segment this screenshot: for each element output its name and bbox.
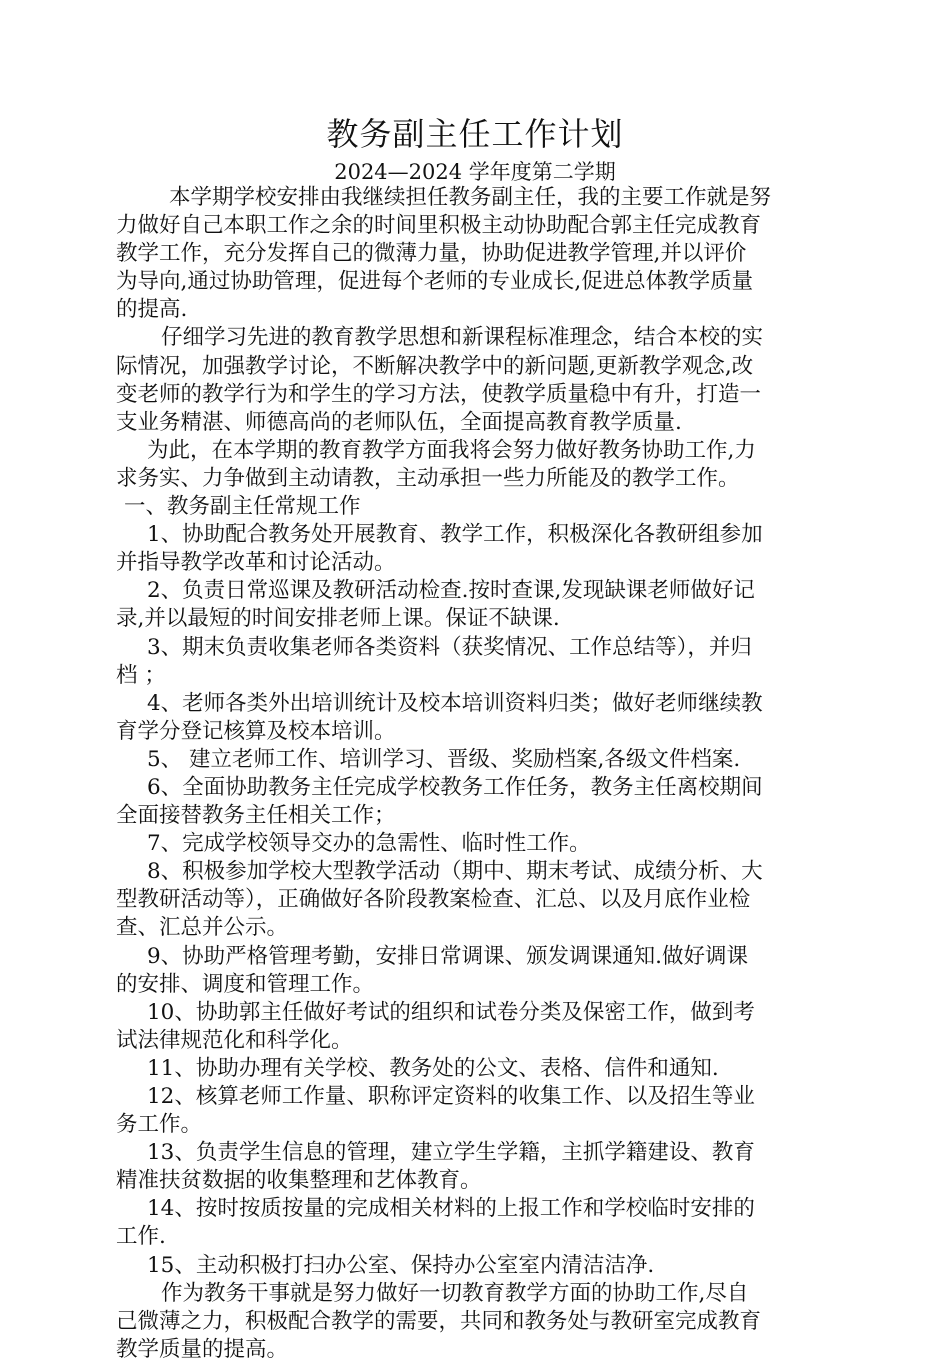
text-line: 档 ； (116, 662, 166, 688)
text-line: 己微薄之力，积极配合教学的需要，共同和教务处与教研室完成教育 (116, 1308, 762, 1334)
text-line: 为此，在本学期的教育教学方面我将会努力做好教务协助工作,力 (147, 437, 756, 463)
list-item: 11、协助办理有关学校、教务处的公文、表格、信件和通知. (147, 1055, 719, 1081)
document-body (116, 184, 836, 1364)
section-heading: 一、教务副主任常规工作 (124, 494, 361, 520)
text-line: 的安排、调度和管理工作。 (116, 971, 375, 997)
list-item: 8、积极参加学校大型教学活动（期中、期末考试、成绩分析、大 (147, 859, 763, 885)
document-subtitle: 2024—2024 学年度第二学期 (334, 160, 616, 184)
list-item: 9、协助严格管理考勤，安排日常调课、颁发调课通知.做好调课 (147, 943, 749, 969)
text-line: 型教研活动等），正确做好各阶段教案检查、汇总、以及月底作业检 (116, 887, 751, 913)
text-line: 的提高. (116, 297, 188, 323)
list-item: 1、协助配合教务处开展教育、教学工作，积极深化各教研组参加 (147, 522, 763, 548)
text-line: 录,并以最短的时间安排老师上课。保证不缺课. (116, 606, 560, 632)
text-line: 教学质量的提高。 (116, 1336, 289, 1362)
text-line: 求务实、力争做到主动请教，主动承担一些力所能及的教学工作。 (116, 465, 740, 491)
list-item: 3、期末负责收集老师各类资料（获奖情况、工作总结等），并归 (147, 634, 752, 660)
list-item: 14、按时按质按量的完成相关材料的上报工作和学校临时安排的 (147, 1196, 755, 1222)
list-item: 2、负责日常巡课及教研活动检查.按时查课,发现缺课老师做好记 (147, 578, 755, 604)
text-line: 支业务精湛、师德高尚的老师队伍，全面提高教育教学质量. (116, 409, 682, 435)
text-line: 变老师的教学行为和学生的学习方法，使教学质量稳中有升，打造一 (116, 381, 762, 407)
text-line: 为导向,通过协助管理，促进每个老师的专业成长,促进总体教学质量 (116, 269, 754, 295)
text-line: 全面接替教务主任相关工作； (116, 803, 396, 829)
text-line: 本学期学校安排由我继续担任教务副主任，我的主要工作就是努 (169, 185, 772, 210)
list-item: 4、老师各类外出培训统计及校本培训资料归类；做好老师继续教 (147, 690, 763, 716)
text-line: 作为教务干事就是努力做好一切教育教学方面的协助工作,尽自 (161, 1280, 749, 1306)
text-line: 查、汇总并公示。 (116, 915, 289, 941)
text-line: 育学分登记核算及校本培训。 (116, 718, 396, 744)
document-title: 教务副主任工作计划 (326, 115, 624, 153)
text-line: 精准扶贫数据的收集整理和艺体教育。 (116, 1168, 482, 1194)
list-item: 15、主动积极打扫办公室、保持办公室室内清洁洁净. (147, 1252, 655, 1278)
list-item: 13、负责学生信息的管理，建立学生学籍，主抓学籍建设、教育 (147, 1140, 755, 1166)
text-line: 并指导教学改革和讨论活动。 (116, 550, 396, 576)
text-line: 工作. (116, 1224, 166, 1250)
list-item: 6、全面协助教务主任完成学校教务工作任务，教务主任离校期间 (147, 774, 763, 800)
list-item: 7、完成学校领导交办的急需性、临时性工作。 (147, 831, 591, 857)
text-line: 务工作。 (116, 1112, 203, 1138)
text-line: 际情况，加强教学讨论，不断解决教学中的新问题,更新教学观念,改 (116, 353, 754, 379)
text-line: 仔细学习先进的教育教学思想和新课程标准理念，结合本校的实 (161, 325, 764, 351)
text-line: 力做好自己本职工作之余的时间里积极主动协助配合郭主任完成教育 (116, 213, 762, 239)
text-line: 试法律规范化和科学化。 (116, 1027, 353, 1053)
list-item: 10、协助郭主任做好考试的组织和试卷分类及保密工作，做到考 (147, 999, 755, 1025)
text-line: 教学工作，充分发挥自己的微薄力量，协助促进教学管理,并以评价 (116, 241, 747, 267)
list-item: 12、核算老师工作量、职称评定资料的收集工作、以及招生等业 (147, 1084, 755, 1109)
list-item: 5、 建立老师工作、培训学习、晋级、奖励档案,各级文件档案. (147, 746, 741, 772)
